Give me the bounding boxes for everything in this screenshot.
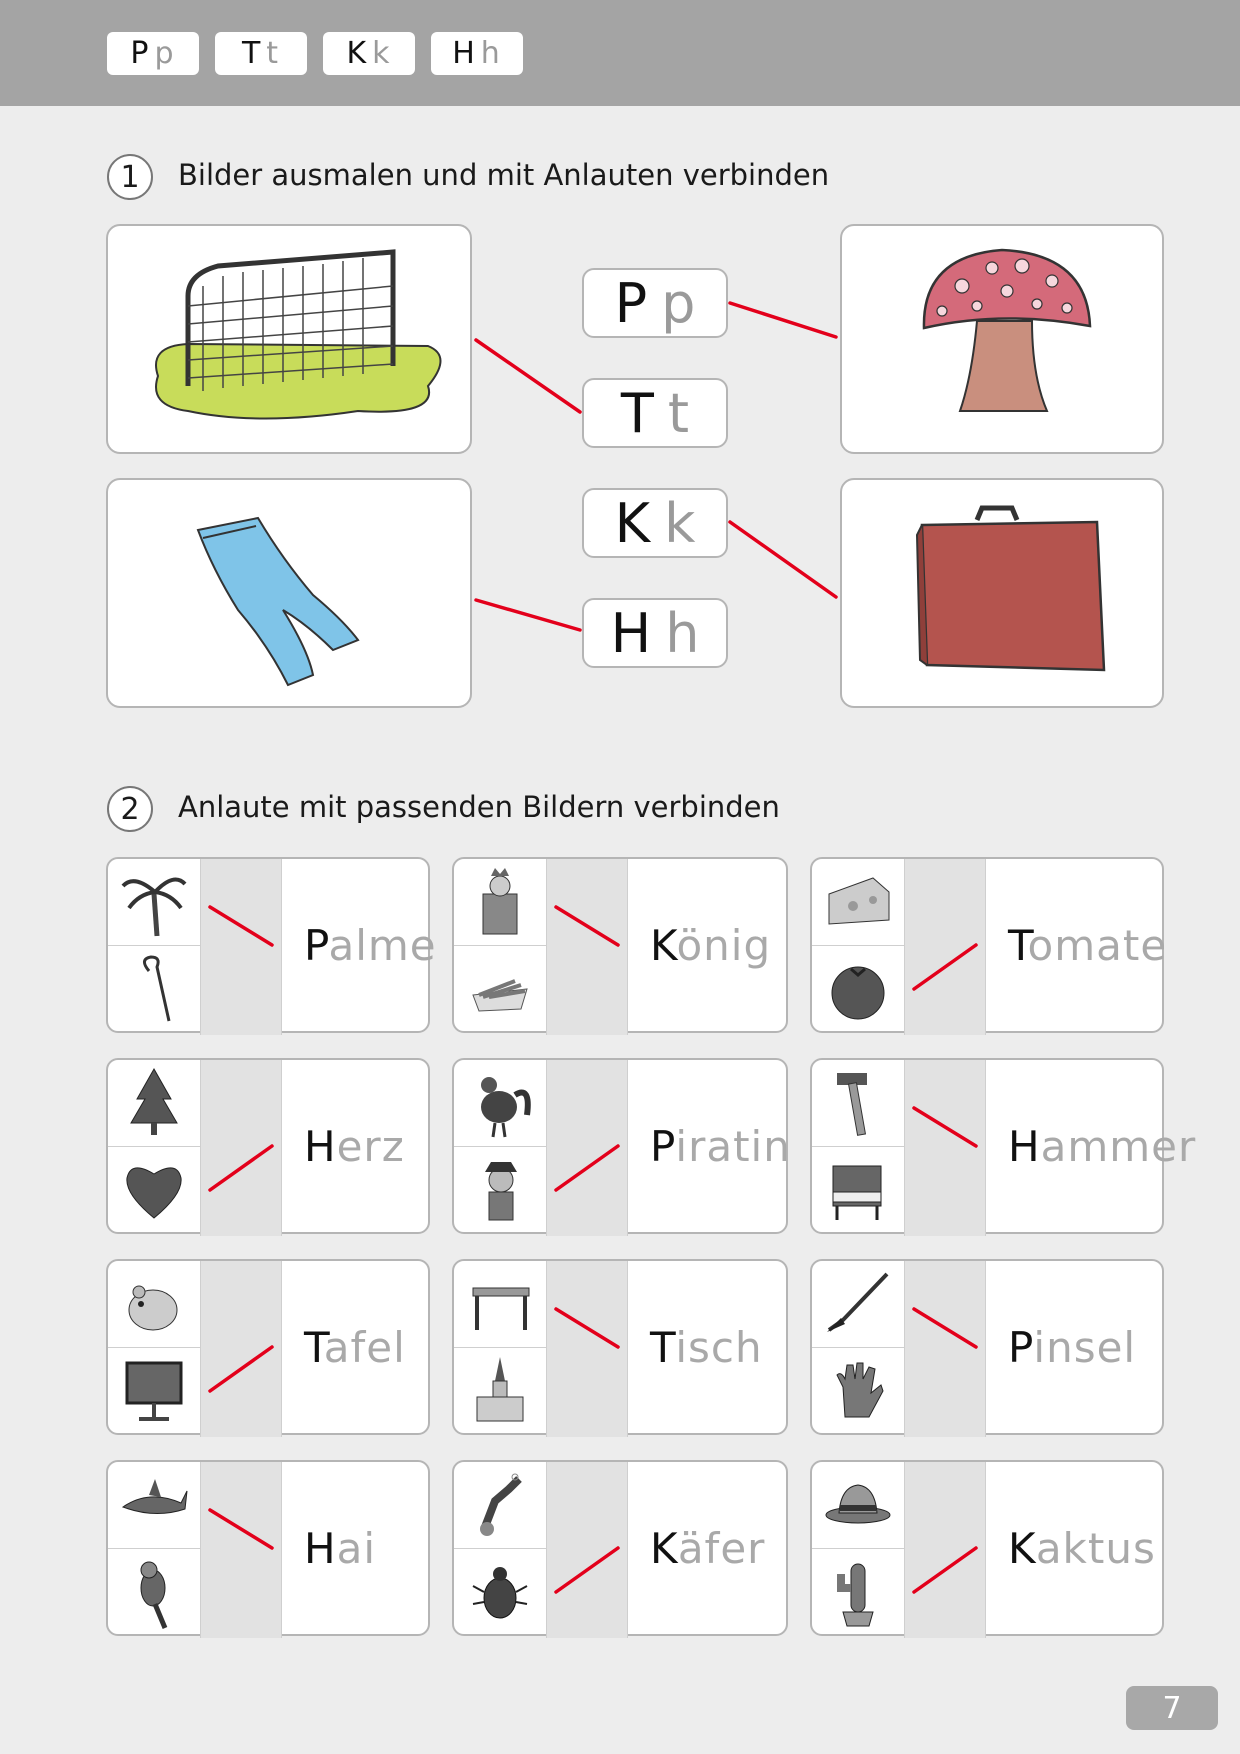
tomato-icon [812, 946, 904, 1032]
connection-gap [904, 1060, 986, 1236]
letter-box-t [582, 378, 728, 448]
trousers-icon [108, 480, 470, 706]
word-rest: isch [675, 1323, 763, 1372]
word-rest: önig [676, 921, 772, 970]
letter-box-h [582, 598, 728, 668]
cactus-icon [812, 1549, 904, 1635]
word-card [452, 1058, 791, 1234]
word-rest: alme [328, 921, 437, 970]
line-p-mushroom [730, 303, 836, 337]
word-card [452, 1259, 788, 1435]
connection-gap [200, 1462, 282, 1638]
word-card [810, 857, 1168, 1033]
heart-icon [108, 1147, 200, 1233]
word-card [452, 857, 788, 1033]
letter-upper: H [610, 601, 652, 665]
page-number: 7 [1126, 1686, 1218, 1730]
parrot-icon [108, 1549, 200, 1635]
picture-box-goal [106, 224, 472, 454]
connection-gap [200, 859, 282, 1035]
initial-letter: T [1008, 921, 1028, 970]
word-card [452, 1460, 788, 1636]
word-label [650, 921, 771, 970]
letter-upper: T [620, 381, 654, 445]
letter-box-k [582, 488, 728, 558]
hat-icon [812, 1462, 904, 1549]
tab-upper: K [346, 36, 369, 71]
fir-tree-icon [108, 1060, 200, 1147]
tab-upper: P [130, 36, 151, 71]
tab-t [215, 32, 307, 75]
letter-upper: P [614, 271, 648, 335]
connection-gap [200, 1060, 282, 1236]
piano-icon [812, 1147, 904, 1233]
initial-letter: K [650, 921, 677, 970]
rooster-icon [454, 1060, 546, 1147]
word-card [810, 1259, 1164, 1435]
initial-letter: T [304, 1323, 324, 1372]
connection-gap [546, 1462, 628, 1638]
initial-letter: P [1008, 1323, 1034, 1372]
palm-tree-icon [108, 859, 200, 946]
picture-box-mushroom [840, 224, 1164, 454]
letter-lower: h [665, 601, 700, 665]
letter-lower: k [664, 491, 696, 555]
letter-lower: p [661, 271, 696, 335]
connection-gap [904, 1261, 986, 1437]
connection-gap [546, 1060, 628, 1236]
word-rest: erz [336, 1122, 405, 1171]
pirate-icon [454, 1147, 546, 1233]
word-label [304, 921, 437, 970]
task1-number: 1 [107, 154, 153, 200]
tab-lower: k [372, 36, 392, 71]
line-goal-t [476, 340, 580, 412]
word-rest: aktus [1035, 1524, 1156, 1573]
initial-letter: T [650, 1323, 676, 1372]
beetle-icon [454, 1549, 546, 1635]
tab-lower: h [480, 36, 502, 71]
tab-h [431, 32, 523, 75]
connection-gap [904, 859, 986, 1035]
word-label [650, 1323, 763, 1372]
hammer-icon [812, 1060, 904, 1147]
word-label [304, 1122, 405, 1171]
suitcase-icon [842, 480, 1162, 706]
initial-letter: H [304, 1524, 337, 1573]
word-card [810, 1058, 1197, 1234]
line-k-suitcase [730, 522, 836, 597]
line-trousers-h [476, 600, 580, 630]
word-rest: iratin [675, 1122, 791, 1171]
picture-box-suitcase [840, 478, 1164, 708]
word-card [106, 1259, 430, 1435]
church-icon [454, 1348, 546, 1434]
word-label [1008, 1122, 1196, 1171]
word-label [1008, 1323, 1136, 1372]
initial-letter: K [650, 1524, 678, 1573]
initial-letter: K [1008, 1524, 1036, 1573]
hook-icon [108, 946, 200, 1032]
connection-gap [546, 859, 628, 1035]
word-label [304, 1524, 376, 1573]
tab-lower: p [154, 36, 176, 71]
word-card [810, 1460, 1164, 1636]
connection-gap [200, 1261, 282, 1437]
header-bar [0, 0, 1240, 106]
word-rest: omate [1027, 921, 1168, 970]
goal-icon [108, 226, 470, 452]
tab-k [323, 32, 415, 75]
fries-icon [454, 946, 546, 1032]
word-card [106, 857, 437, 1033]
word-rest: ai [336, 1524, 376, 1573]
king-icon [454, 859, 546, 946]
task2-title: Anlaute mit passenden Bildern verbinden [178, 790, 780, 824]
initial-letter: H [304, 1122, 337, 1171]
connection-gap [904, 1462, 986, 1638]
hamster-icon [108, 1261, 200, 1348]
tab-upper: T [241, 36, 263, 71]
word-card [106, 1460, 430, 1636]
word-card [106, 1058, 430, 1234]
word-label [304, 1323, 406, 1372]
word-rest: afel [323, 1323, 406, 1372]
tab-p [107, 32, 199, 75]
word-label [650, 1524, 765, 1573]
initial-letter: H [1008, 1122, 1041, 1171]
letter-upper: K [614, 491, 651, 555]
word-label [1008, 921, 1167, 970]
initial-letter: P [304, 921, 329, 970]
word-rest: ammer [1040, 1122, 1197, 1171]
word-rest: äfer [677, 1524, 766, 1573]
table-icon [454, 1261, 546, 1348]
paintbrush-icon [812, 1261, 904, 1348]
shark-icon [108, 1462, 200, 1549]
cheese-icon [812, 859, 904, 946]
task1-title: Bilder ausmalen und mit Anlauten verbinden [178, 158, 830, 192]
task2-number: 2 [107, 786, 153, 832]
glove-icon [812, 1348, 904, 1434]
board-icon [108, 1348, 200, 1434]
mushroom-icon [842, 226, 1162, 452]
word-rest: insel [1033, 1323, 1137, 1372]
connection-gap [546, 1261, 628, 1437]
diver-icon [454, 1462, 546, 1549]
initial-letter: P [650, 1122, 676, 1171]
picture-box-trousers [106, 478, 472, 708]
word-label [650, 1122, 791, 1171]
tab-upper: H [452, 36, 477, 71]
letter-lower: t [667, 381, 690, 445]
tab-lower: t [266, 36, 281, 71]
letter-box-p [582, 268, 728, 338]
word-label [1008, 1524, 1156, 1573]
